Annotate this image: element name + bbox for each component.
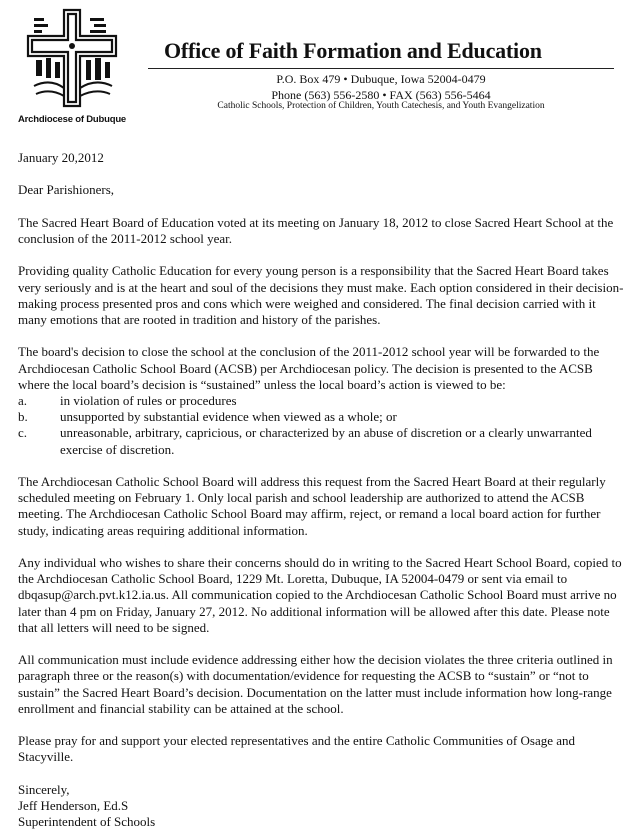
header-rule [148, 68, 614, 69]
list-marker: a. [18, 392, 28, 408]
list-item [18, 425, 624, 457]
list-item [18, 409, 624, 425]
services-line: Catholic Schools, Protection of Children, Youth Catechesis, and Youth Evangelization [217, 101, 545, 111]
list-marker: c. [18, 425, 28, 441]
criteria-list [18, 393, 624, 458]
letter-date: January 20,2012 [18, 150, 104, 165]
signer-title: Superintendent of Schools [18, 814, 156, 830]
phone-fax-line: Phone (563) 556-2580 • FAX (563) 556-5464 [271, 88, 491, 102]
paragraph-5: Any individual who wishes to share their concerns should do in writing to the Sacred Heart School Board, copied to the Archdiocesan Catholic School Board, 1229 Mt. Loretta, Dubuque, IA 52004-0479 or sent via email to dbqasup@arch.pvt.k12.ia.us. All communication copied to the Archdiocesan Catholic School Board must arrive no later than 4 pm on Friday, January 27, 2012. No additional information will be allowed after this date. Please note that all letters will need to be signed. [18, 554, 622, 635]
office-title: Office of Faith Formation and Education [164, 38, 542, 63]
paragraph-7: Please pray for and support your elected representatives and the entire Catholic Communities of Osage and Stacyville. [18, 733, 576, 765]
paragraph-2: Providing quality Catholic Education for every young person is a responsibility that the Sacred Heart Board takes very seriously and is at the heart and soul of the decisions they must make. Each option considered in their decision-making process presented pros and cons which were weighed and considered. The final decision carried with it many emotions that are rooted in tradition and history of the parishes. [18, 263, 624, 327]
paragraph-3: The board's decision to close the school at the conclusion of the 2011-2012 school year will be forwarded to the Archdiocesan Catholic School Board (ACSB) per Archdiocesan policy. The decision is presented to the ACSB where the local board’s decision is “sustained” unless the local board’s action is viewed to be: [18, 344, 600, 392]
signer-name: Jeff Henderson, Ed.S [18, 797, 129, 813]
list-marker: b. [18, 409, 28, 425]
salutation: Dear Parishioners, [18, 182, 115, 198]
list-text: in violation of rules or procedures [60, 392, 237, 408]
signature-block [18, 782, 624, 830]
cross-emblem-icon [20, 6, 124, 110]
paragraph-1: The Sacred Heart Board of Education voted at its meeting on January 18, 2012 to close Sacred Heart School at the conclusion of the 2011-2012 school year. [18, 214, 614, 246]
letterhead [0, 0, 640, 135]
list-item [18, 393, 624, 409]
list-text: unsupported by substantial evidence when viewed as a whole; or [60, 409, 397, 425]
address-line: P.O. Box 479 • Dubuque, Iowa 52004-0479 [276, 72, 486, 86]
paragraph-6: All communication must include evidence addressing either how the decision violates the three criteria outlined in paragraph three or the reason(s) with documentation/evidence for requesting the ACSB to “sustain” or “not to sustain” the Sacred Heart Board’s decision. Documentation on the latter must include information how long-range enrollment and financial stability can be attained at the school. [18, 652, 613, 716]
closing: Sincerely, [18, 781, 70, 797]
list-text: unreasonable, arbitrary, capricious, or characterized by an abuse of discretion or a clearly unwarranted exercise of discretion. [60, 425, 592, 457]
logo-caption: Archdiocese of Dubuque [17, 114, 127, 125]
paragraph-4: The Archdiocesan Catholic School Board will address this request from the Sacred Heart Board at their regularly scheduled meeting on February 1. Only local parish and school leadership are authorized to attend the ACSB meeting. The Archdiocesan Catholic School Board may affirm, reject, or remand a local board action for further study, indicating areas requiring additional information. [18, 473, 606, 538]
letter-body [18, 150, 624, 830]
archdiocese-logo [14, 6, 130, 128]
